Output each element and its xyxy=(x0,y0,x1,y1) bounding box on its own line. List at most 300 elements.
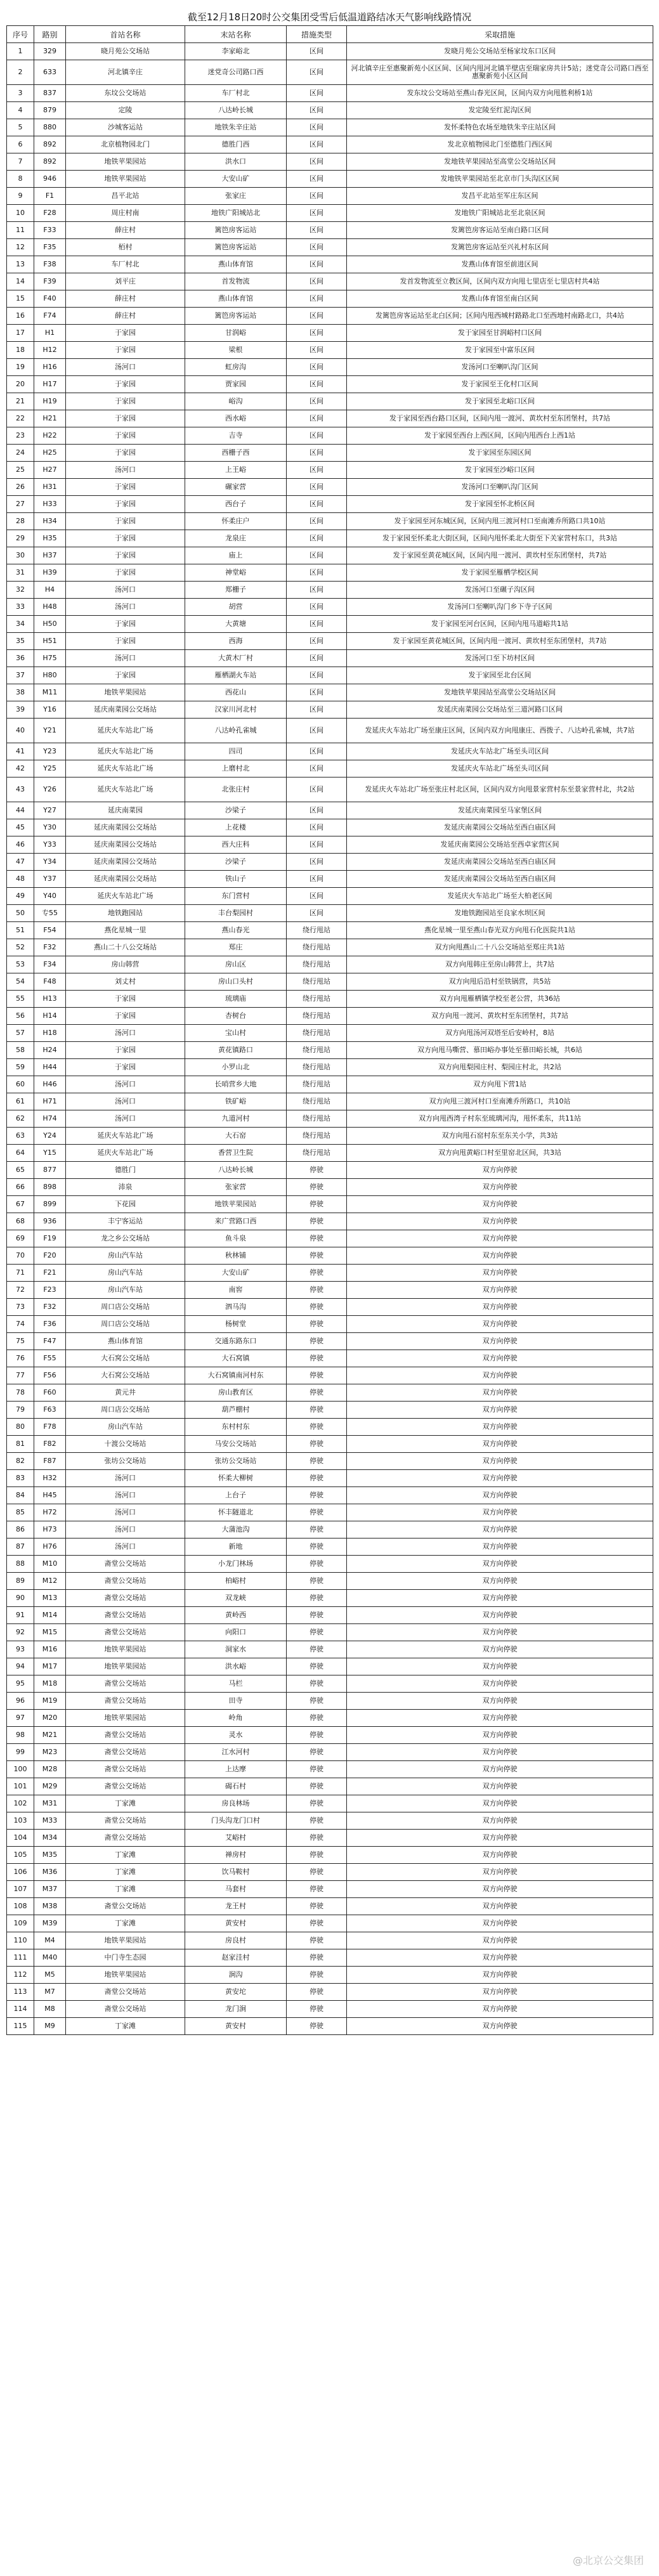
last-stop-cell: 秋林铺 xyxy=(185,1247,287,1265)
route-cell: F63 xyxy=(34,1402,66,1419)
index-cell: 40 xyxy=(7,719,34,743)
measure-type-cell: 区间 xyxy=(287,650,347,667)
route-cell: H18 xyxy=(34,1025,66,1042)
last-stop-cell: 张家营 xyxy=(185,1179,287,1196)
last-stop-cell: 长哨营乡大地 xyxy=(185,1076,287,1093)
first-stop-cell: 延庆火车站北广场 xyxy=(66,719,185,743)
route-cell: M21 xyxy=(34,1727,66,1744)
measure-type-cell: 区间 xyxy=(287,85,347,102)
measure-cell: 发篱笆房客运站至南白路口区间 xyxy=(347,222,653,239)
table-row xyxy=(7,1521,653,1538)
table-row xyxy=(7,1949,653,1967)
last-stop-cell: 洪水口 xyxy=(185,153,287,171)
last-stop-cell: 碾家营 xyxy=(185,479,287,496)
table-row xyxy=(7,1710,653,1727)
measure-type-cell: 停驶 xyxy=(287,1402,347,1419)
last-stop-cell: 四司 xyxy=(185,743,287,760)
first-stop-cell: 于家园 xyxy=(66,513,185,530)
index-cell: 94 xyxy=(7,1658,34,1675)
index-cell: 15 xyxy=(7,290,34,308)
index-cell: 104 xyxy=(7,1830,34,1847)
first-stop-cell: 地铁跑园站 xyxy=(66,905,185,922)
last-stop-cell: 房山口头村 xyxy=(185,973,287,991)
measure-cell: 双方向甩黄峪口村至里窑北区间，共3站 xyxy=(347,1145,653,1162)
last-stop-cell: 车厂村北 xyxy=(185,85,287,102)
route-cell: M34 xyxy=(34,1830,66,1847)
measure-cell: 双方向甩马嘶营、慕田峪办事处至慕田峪长城，共6站 xyxy=(347,1042,653,1059)
index-cell: 48 xyxy=(7,871,34,888)
index-cell: 19 xyxy=(7,359,34,376)
last-stop-cell: 峪沟 xyxy=(185,393,287,410)
index-cell: 99 xyxy=(7,1744,34,1761)
measure-type-cell: 区间 xyxy=(287,684,347,701)
index-cell: 36 xyxy=(7,650,34,667)
first-stop-cell: 房山汽车站 xyxy=(66,1419,185,1436)
measure-cell: 双方向停驶 xyxy=(347,1710,653,1727)
route-cell: H31 xyxy=(34,479,66,496)
measure-type-cell: 停驶 xyxy=(287,1932,347,1949)
last-stop-cell: 江水河村 xyxy=(185,1744,287,1761)
last-stop-cell: 南窖 xyxy=(185,1282,287,1299)
first-stop-cell: 于家园 xyxy=(66,427,185,445)
index-cell: 108 xyxy=(7,1898,34,1915)
measure-type-cell: 区间 xyxy=(287,777,347,802)
measure-type-cell: 停驶 xyxy=(287,1265,347,1282)
measure-type-cell: 绕行甩站 xyxy=(287,1145,347,1162)
first-stop-cell: 燕山体育馆 xyxy=(66,1333,185,1350)
last-stop-cell: 怀丰隧道北 xyxy=(185,1504,287,1521)
measure-cell: 发定陵至红泥沟区间 xyxy=(347,102,653,119)
watermark: @北京公交集团 xyxy=(572,2554,644,2566)
index-cell: 97 xyxy=(7,1710,34,1727)
route-cell: H32 xyxy=(34,1470,66,1487)
measure-cell: 双方向停驶 xyxy=(347,1607,653,1624)
measure-type-cell: 停驶 xyxy=(287,1487,347,1504)
first-stop-cell: 于家园 xyxy=(66,342,185,359)
route-cell: F32 xyxy=(34,939,66,956)
first-stop-cell: 薛庄村 xyxy=(66,308,185,325)
measure-type-cell: 绕行甩站 xyxy=(287,1110,347,1128)
table-row xyxy=(7,102,653,119)
index-cell: 69 xyxy=(7,1230,34,1247)
route-cell: 936 xyxy=(34,1213,66,1230)
last-stop-cell: 虹房沟 xyxy=(185,359,287,376)
last-stop-cell: 地铁广阳城站北 xyxy=(185,205,287,222)
last-stop-cell: 房山教育区 xyxy=(185,1384,287,1402)
last-stop-cell: 艾峪村 xyxy=(185,1830,287,1847)
route-cell: M5 xyxy=(34,1967,66,1984)
measure-cell: 发延庆南菜园公交场站至西白庙区间 xyxy=(347,871,653,888)
route-cell: F40 xyxy=(34,290,66,308)
route-cell: H13 xyxy=(34,991,66,1008)
measure-cell: 发燕山体育馆至南白区间 xyxy=(347,290,653,308)
measure-cell: 发篱笆房客运站至兴礼村东区间 xyxy=(347,239,653,256)
table-row xyxy=(7,530,653,547)
measure-type-cell: 绕行甩站 xyxy=(287,956,347,973)
measure-cell: 发于家园至黄花城区间，区间内甩一渡河、黄坎村至东团堡村，共7站 xyxy=(347,633,653,650)
route-cell: Y34 xyxy=(34,854,66,871)
first-stop-cell: 燕山二十八公交场站 xyxy=(66,939,185,956)
route-cell: F35 xyxy=(34,239,66,256)
index-cell: 78 xyxy=(7,1384,34,1402)
first-stop-cell: 延庆火车站北广场 xyxy=(66,888,185,905)
table-row xyxy=(7,359,653,376)
table-row xyxy=(7,188,653,205)
last-stop-cell: 大黄木厂村 xyxy=(185,650,287,667)
index-cell: 77 xyxy=(7,1367,34,1384)
measure-cell: 双方向停驶 xyxy=(347,1384,653,1402)
first-stop-cell: 东坟公交场站 xyxy=(66,85,185,102)
table-row xyxy=(7,1487,653,1504)
measure-cell: 发汤河口至喇叭沟门区间 xyxy=(347,359,653,376)
measure-cell: 发汤河口至喇叭沟门乡下寺子区间 xyxy=(347,599,653,616)
table-row xyxy=(7,2001,653,2018)
measure-cell: 双方向停驶 xyxy=(347,1624,653,1641)
measure-cell: 发于家园至怀柔北大街区间，区间内甩怀柔北大街至下关家营村东口，共3站 xyxy=(347,530,653,547)
measure-type-cell: 区间 xyxy=(287,564,347,582)
measure-type-cell: 区间 xyxy=(287,102,347,119)
route-cell: F19 xyxy=(34,1230,66,1247)
index-cell: 26 xyxy=(7,479,34,496)
measure-cell: 双方向停驶 xyxy=(347,1470,653,1487)
measure-type-cell: 停驶 xyxy=(287,1556,347,1573)
index-cell: 39 xyxy=(7,701,34,719)
measure-cell: 双方向停驶 xyxy=(347,1247,653,1265)
index-cell: 51 xyxy=(7,922,34,939)
last-stop-cell: 篱笆房客运站 xyxy=(185,308,287,325)
first-stop-cell: 汤河口 xyxy=(66,1504,185,1521)
first-stop-cell: 斋堂公交场站 xyxy=(66,1761,185,1778)
measure-type-cell: 区间 xyxy=(287,802,347,819)
index-cell: 105 xyxy=(7,1847,34,1864)
measure-type-cell: 停驶 xyxy=(287,1675,347,1693)
last-stop-cell: 上台子 xyxy=(185,1487,287,1504)
last-stop-cell: 德胜门西 xyxy=(185,136,287,153)
index-cell: 113 xyxy=(7,1984,34,2001)
measure-type-cell: 停驶 xyxy=(287,1504,347,1521)
index-cell: 50 xyxy=(7,905,34,922)
index-cell: 12 xyxy=(7,239,34,256)
table-row xyxy=(7,1590,653,1607)
first-stop-cell: 斋堂公交场站 xyxy=(66,1607,185,1624)
first-stop-cell: 周口店公交场站 xyxy=(66,1299,185,1316)
first-stop-cell: 于家园 xyxy=(66,530,185,547)
route-cell: M35 xyxy=(34,1847,66,1864)
first-stop-cell: 斋堂公交场站 xyxy=(66,2001,185,2018)
route-cell: 877 xyxy=(34,1162,66,1179)
route-cell: M12 xyxy=(34,1573,66,1590)
index-cell: 96 xyxy=(7,1693,34,1710)
index-cell: 47 xyxy=(7,854,34,871)
measure-cell: 发延庆火车站北广场至头司区间 xyxy=(347,743,653,760)
route-cell: H19 xyxy=(34,393,66,410)
last-stop-cell: 怀柔大柳树 xyxy=(185,1470,287,1487)
measure-cell: 双方向甩一渡河、黄坎村至东团堡村，共7站 xyxy=(347,1008,653,1025)
index-cell: 27 xyxy=(7,496,34,513)
index-cell: 29 xyxy=(7,530,34,547)
route-cell: M17 xyxy=(34,1658,66,1675)
last-stop-cell: 马套村 xyxy=(185,1881,287,1898)
last-stop-cell: 小罗山北 xyxy=(185,1059,287,1076)
table-row xyxy=(7,325,653,342)
index-cell: 37 xyxy=(7,667,34,684)
index-cell: 20 xyxy=(7,376,34,393)
last-stop-cell: 洞家水 xyxy=(185,1641,287,1658)
route-cell: 899 xyxy=(34,1196,66,1213)
measure-type-cell: 停驶 xyxy=(287,1436,347,1453)
index-cell: 24 xyxy=(7,445,34,462)
index-cell: 35 xyxy=(7,633,34,650)
last-stop-cell: 葫芦棚村 xyxy=(185,1402,287,1419)
last-stop-cell: 西栅子西 xyxy=(185,445,287,462)
measure-type-cell: 区间 xyxy=(287,854,347,871)
route-cell: H75 xyxy=(34,650,66,667)
route-cell: 329 xyxy=(34,43,66,60)
route-cell: H17 xyxy=(34,376,66,393)
first-stop-cell: 于家园 xyxy=(66,410,185,427)
route-cell: H45 xyxy=(34,1487,66,1504)
table-row xyxy=(7,256,653,273)
last-stop-cell: 西水峪 xyxy=(185,410,287,427)
first-stop-cell: 大石窝公交场站 xyxy=(66,1367,185,1384)
measure-type-cell: 停驶 xyxy=(287,1179,347,1196)
index-cell: 43 xyxy=(7,777,34,802)
measure-type-cell: 停驶 xyxy=(287,1230,347,1247)
measure-cell: 发晓月苑公交场站至杨家坟东口区间 xyxy=(347,43,653,60)
route-cell: 892 xyxy=(34,153,66,171)
index-cell: 101 xyxy=(7,1778,34,1795)
index-cell: 84 xyxy=(7,1487,34,1504)
table-row xyxy=(7,376,653,393)
measure-type-cell: 停驶 xyxy=(287,1521,347,1538)
first-stop-cell: 燕化星城一里 xyxy=(66,922,185,939)
last-stop-cell: 房良林场 xyxy=(185,1795,287,1812)
route-cell: F54 xyxy=(34,922,66,939)
first-stop-cell: 于家园 xyxy=(66,496,185,513)
last-stop-cell: 郑庄 xyxy=(185,939,287,956)
last-stop-cell: 田寺 xyxy=(185,1693,287,1710)
table-row xyxy=(7,973,653,991)
first-stop-cell: 延庆南菜园公交场站 xyxy=(66,836,185,854)
last-stop-cell: 黄岭西 xyxy=(185,1607,287,1624)
measure-cell: 双方向停驶 xyxy=(347,1179,653,1196)
measure-cell: 发于家园至甘润峪村口区间 xyxy=(347,325,653,342)
table-row xyxy=(7,991,653,1008)
first-stop-cell: 于家园 xyxy=(66,479,185,496)
measure-type-cell: 区间 xyxy=(287,530,347,547)
measure-cell: 发地铁苹果园站至高堂公交场站区间 xyxy=(347,153,653,171)
measure-cell: 双方向停驶 xyxy=(347,1675,653,1693)
measure-cell: 发延庆火车站北广场至头司区间 xyxy=(347,760,653,777)
index-cell: 38 xyxy=(7,684,34,701)
measure-cell: 双方向停驶 xyxy=(347,2018,653,2035)
last-stop-cell: 张家庄 xyxy=(185,188,287,205)
table-row xyxy=(7,905,653,922)
table-row xyxy=(7,871,653,888)
index-cell: 44 xyxy=(7,802,34,819)
measure-cell: 发地铁苹果园站至高堂公交场站区间 xyxy=(347,684,653,701)
index-cell: 18 xyxy=(7,342,34,359)
measure-type-cell: 区间 xyxy=(287,743,347,760)
measure-cell: 双方向停驶 xyxy=(347,1316,653,1333)
measure-type-cell: 区间 xyxy=(287,599,347,616)
index-cell: 111 xyxy=(7,1949,34,1967)
last-stop-cell: 燕山体育馆 xyxy=(185,256,287,273)
route-cell: M10 xyxy=(34,1556,66,1573)
first-stop-cell: 于家园 xyxy=(66,1008,185,1025)
last-stop-cell: 北张庄村 xyxy=(185,777,287,802)
measure-cell: 双方向停驶 xyxy=(347,1504,653,1521)
table-row xyxy=(7,496,653,513)
measure-type-cell: 停驶 xyxy=(287,1162,347,1179)
measure-type-cell: 区间 xyxy=(287,342,347,359)
last-stop-cell: 饮马鞍村 xyxy=(185,1864,287,1881)
last-stop-cell: 汉家川河北村 xyxy=(185,701,287,719)
first-stop-cell: 汤河口 xyxy=(66,582,185,599)
first-stop-cell: 栢村 xyxy=(66,239,185,256)
last-stop-cell: 杏树台 xyxy=(185,1008,287,1025)
first-stop-cell: 车厂村北 xyxy=(66,256,185,273)
index-cell: 68 xyxy=(7,1213,34,1230)
measure-cell: 双方向停驶 xyxy=(347,1213,653,1230)
route-cell: H35 xyxy=(34,530,66,547)
last-stop-cell: 涧沟 xyxy=(185,1967,287,1984)
index-cell: 23 xyxy=(7,427,34,445)
table-row xyxy=(7,922,653,939)
measure-cell: 发延庆南菜园公交场站至西卓家营区间 xyxy=(347,836,653,854)
measure-cell: 双方向停驶 xyxy=(347,1265,653,1282)
table-row xyxy=(7,342,653,359)
last-stop-cell: 西台子 xyxy=(185,496,287,513)
first-stop-cell: 地铁苹果园站 xyxy=(66,1932,185,1949)
measure-type-cell: 停驶 xyxy=(287,1795,347,1812)
route-cell: Y40 xyxy=(34,888,66,905)
first-stop-cell: 汤河口 xyxy=(66,1487,185,1504)
index-cell: 30 xyxy=(7,547,34,564)
route-cell: F56 xyxy=(34,1367,66,1384)
index-cell: 114 xyxy=(7,2001,34,2018)
table-row xyxy=(7,1847,653,1864)
last-stop-cell: 大蒲池沟 xyxy=(185,1521,287,1538)
measure-type-cell: 区间 xyxy=(287,582,347,599)
header-cell-first-stop: 首站名称 xyxy=(66,26,185,43)
index-cell: 59 xyxy=(7,1059,34,1076)
first-stop-cell: 斋堂公交场站 xyxy=(66,1573,185,1590)
measure-cell: 双方向停驶 xyxy=(347,1932,653,1949)
last-stop-cell: 沙梁子 xyxy=(185,854,287,871)
measure-cell: 燕化星城一里至燕山春光双方向甩石化医院共1站 xyxy=(347,922,653,939)
table-row xyxy=(7,239,653,256)
first-stop-cell: 定陵 xyxy=(66,102,185,119)
index-cell: 34 xyxy=(7,616,34,633)
measure-cell: 双方向停驶 xyxy=(347,1830,653,1847)
table-row xyxy=(7,222,653,239)
table-row xyxy=(7,1230,653,1247)
table-row xyxy=(7,650,653,667)
last-stop-cell: 东门营村 xyxy=(185,888,287,905)
table-row xyxy=(7,153,653,171)
measure-cell: 发汤河口至喇叭沟门区间 xyxy=(347,479,653,496)
measure-type-cell: 停驶 xyxy=(287,1470,347,1487)
last-stop-cell: 篱笆房客运站 xyxy=(185,222,287,239)
first-stop-cell: 延庆南菜园 xyxy=(66,802,185,819)
measure-cell: 发于家园至沙峪口区间 xyxy=(347,462,653,479)
first-stop-cell: 斋堂公交场站 xyxy=(66,1590,185,1607)
route-cell: H50 xyxy=(34,616,66,633)
measure-cell: 双方向停驶 xyxy=(347,1727,653,1744)
last-stop-cell: 黄安村 xyxy=(185,2018,287,2035)
measure-type-cell: 绕行甩站 xyxy=(287,973,347,991)
table-row xyxy=(7,547,653,564)
table-row xyxy=(7,273,653,290)
route-cell: H71 xyxy=(34,1093,66,1110)
index-cell: 28 xyxy=(7,513,34,530)
table-row xyxy=(7,888,653,905)
measure-cell: 双方向停驶 xyxy=(347,1744,653,1761)
first-stop-cell: 黄元井 xyxy=(66,1384,185,1402)
first-stop-cell: 丁家滩 xyxy=(66,1915,185,1932)
measure-type-cell: 停驶 xyxy=(287,1864,347,1881)
table-row xyxy=(7,1110,653,1128)
measure-cell: 发首发物流至立教区间，区间内双方向甩七里店至七里店村共4站 xyxy=(347,273,653,290)
measure-cell: 发于家园至雁栖学校区间 xyxy=(347,564,653,582)
table-row xyxy=(7,1881,653,1898)
measure-type-cell: 停驶 xyxy=(287,1658,347,1675)
route-cell: F23 xyxy=(34,1282,66,1299)
index-cell: 60 xyxy=(7,1076,34,1093)
route-cell: H22 xyxy=(34,427,66,445)
index-cell: 64 xyxy=(7,1145,34,1162)
measure-cell: 发地铁跑园站至良家水坝区间 xyxy=(347,905,653,922)
measure-cell: 发延庆火车站北广场至张庄村北区间，区间内双方向甩景家营村东至景家营村北，共2站 xyxy=(347,777,653,802)
table-row xyxy=(7,1384,653,1402)
table-row xyxy=(7,43,653,60)
last-stop-cell: 地铁朱辛庄站 xyxy=(185,119,287,136)
measure-type-cell: 停驶 xyxy=(287,1538,347,1556)
first-stop-cell: 丁家滩 xyxy=(66,1847,185,1864)
index-cell: 102 xyxy=(7,1795,34,1812)
last-stop-cell: 龙王村 xyxy=(185,1898,287,1915)
first-stop-cell: 斋堂公交场站 xyxy=(66,1675,185,1693)
first-stop-cell: 下花园 xyxy=(66,1196,185,1213)
measure-cell: 发于家园至王化村口区间 xyxy=(347,376,653,393)
page-title: 截至12月18日20时公交集团受雪后低温道路结冰天气影响线路情况 xyxy=(187,11,472,23)
last-stop-cell: 八达岭孔雀城 xyxy=(185,719,287,743)
index-cell: 100 xyxy=(7,1761,34,1778)
first-stop-cell: 斋堂公交场站 xyxy=(66,1556,185,1573)
last-stop-cell: 张坊公交场站 xyxy=(185,1453,287,1470)
first-stop-cell: 张坊公交场站 xyxy=(66,1453,185,1470)
last-stop-cell: 禅房村 xyxy=(185,1847,287,1864)
first-stop-cell: 于家园 xyxy=(66,445,185,462)
route-cell: F28 xyxy=(34,205,66,222)
index-cell: 76 xyxy=(7,1350,34,1367)
first-stop-cell: 丁家滩 xyxy=(66,1864,185,1881)
table-row xyxy=(7,956,653,973)
first-stop-cell: 房山韩营 xyxy=(66,956,185,973)
table-row xyxy=(7,1967,653,1984)
table-row xyxy=(7,1727,653,1744)
measure-cell: 发东坟公交场站至燕山春光区间，区间内双方向甩胜利桥1站 xyxy=(347,85,653,102)
table-row xyxy=(7,1761,653,1778)
route-cell: 880 xyxy=(34,119,66,136)
measure-cell: 发延庆南菜园公交场站至西白庙区间 xyxy=(347,819,653,836)
route-cell: F60 xyxy=(34,1384,66,1402)
route-cell: H76 xyxy=(34,1538,66,1556)
measure-type-cell: 区间 xyxy=(287,667,347,684)
table-row xyxy=(7,1984,653,2001)
route-cell: 946 xyxy=(34,171,66,188)
